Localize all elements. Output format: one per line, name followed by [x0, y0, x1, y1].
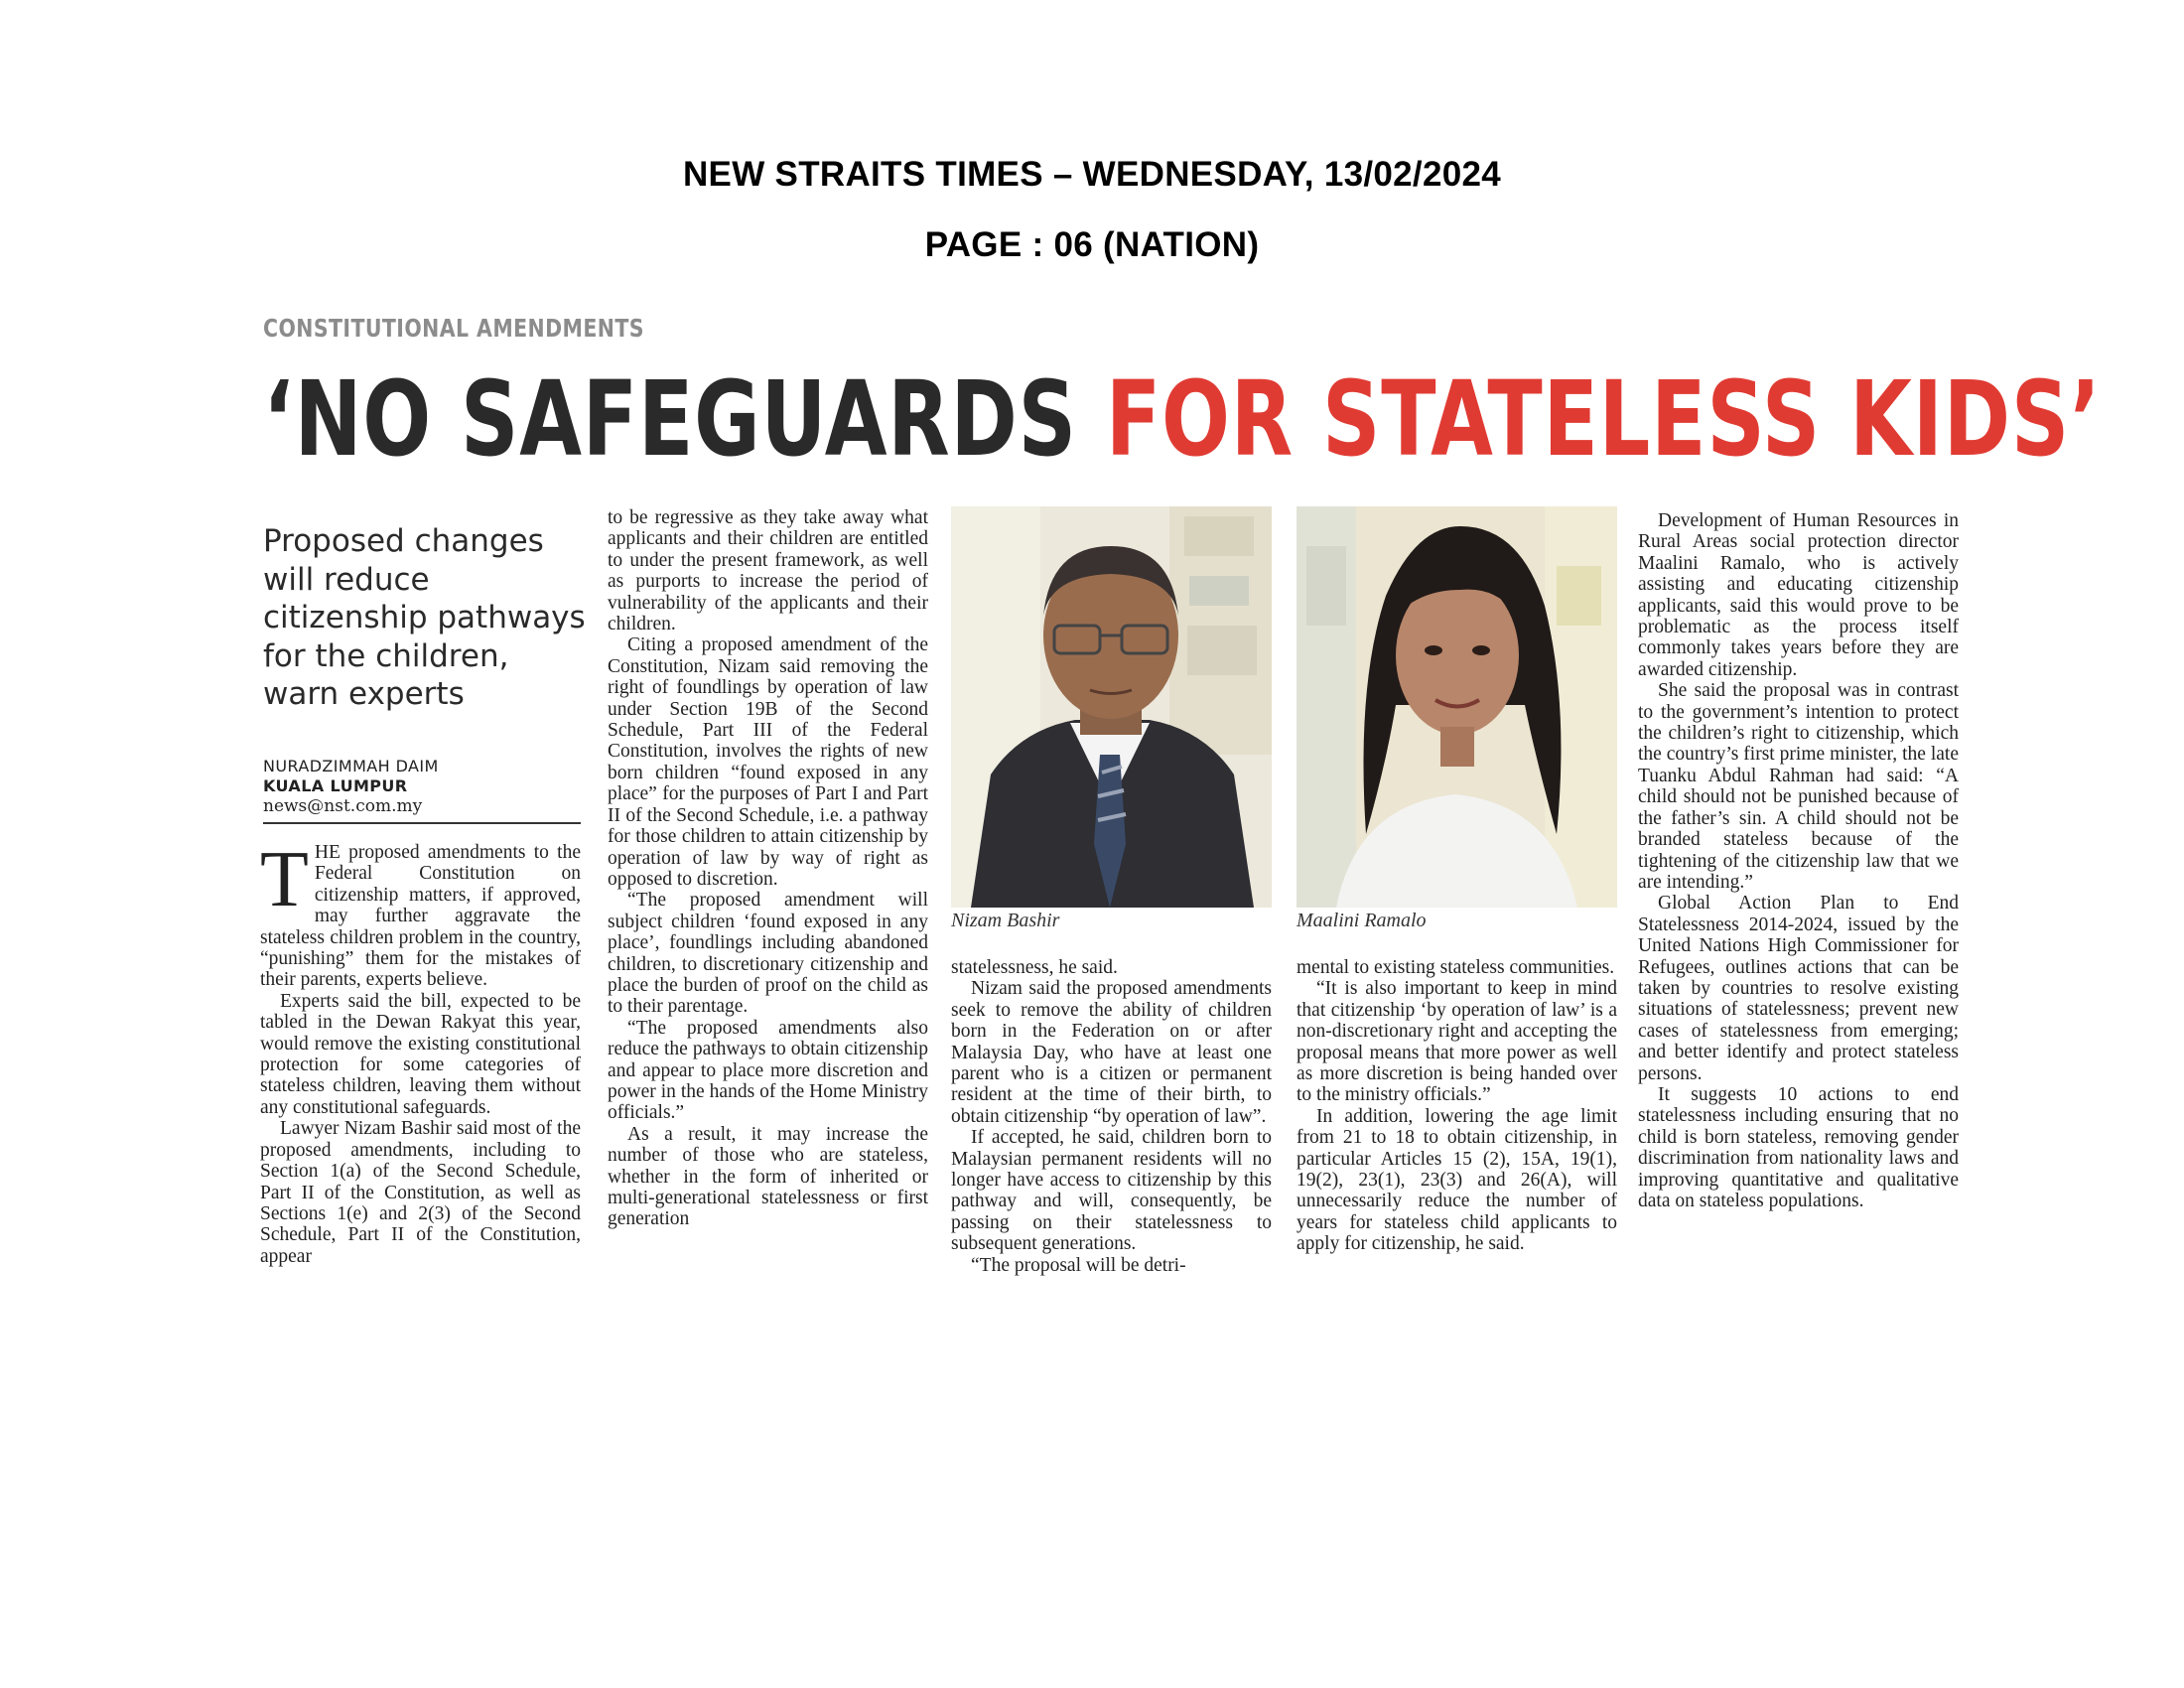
- photo-caption: Maalini Ramalo: [1297, 910, 1427, 931]
- byline: [263, 757, 581, 816]
- drop-cap: T: [260, 836, 309, 923]
- body-paragraph: to be regressive as they take away what applicants and their children are entitled to under the present framework, as well as purports to increase the period of vulnerability of the applicants and their children.: [608, 507, 928, 635]
- headline-red-part: FOR STATELESS KIDS’: [1105, 358, 2102, 480]
- section-kicker: CONSTITUTIONAL AMENDMENTS: [263, 314, 644, 343]
- body-paragraph-text: HE proposed amendments to the Federal Constitution on citizenship matters, if approved, may further aggravate the stateless children problem in the country, “punishing” them for the mistakes of their parents, experts believe.: [260, 842, 581, 991]
- portrait-man-photo: [951, 506, 1272, 908]
- body-column-2: [608, 507, 928, 1230]
- clipping-header-page: PAGE : 06 (NATION): [924, 225, 1260, 264]
- byline-email: news@nst.com.my: [263, 796, 423, 816]
- body-paragraph: Development of Human Resources in Rural Areas social protection director Maalini Ramalo, who is actively assisting and educating citizenship applicants, said this would prove to be problematic as the process itself commonly takes years before they are awarded citizenship.: [1638, 510, 1959, 680]
- portrait-woman-illustration: [1297, 506, 1617, 908]
- clipping-header-title: NEW STRAITS TIMES – WEDNESDAY, 13/02/2024: [682, 155, 1502, 194]
- body-paragraph: “The proposed amendment will subject children ‘found exposed in any place’, foundlings including abandoned children, to discretionary citizenship and place the burden of proof on the child as to their parentage.: [608, 890, 928, 1018]
- body-paragraph: Global Action Plan to End Statelessness 2014-2024, issued by the United Nations High Commissioner for Refugees, outlines actions that can be taken by countries to resolve existing situations of statelessness; prevent new cases of statelessness from emerging; and better identify and protect stateless persons.: [1638, 893, 1959, 1084]
- body-paragraph: statelessness, he said.: [951, 957, 1118, 978]
- body-paragraph: Citing a proposed amendment of the Constitution, Nizam said removing the right of foundlings by operation of law under Section 19B of the Second Schedule, Part III of the Federal Constitution, involves the rights of new born children “found exposed in any place” for the purposes of Part I and Part II of the Second Schedule, i.e. a pathway for those children to attain citizenship by operation of law by way of right as opposed to discretion.: [608, 634, 928, 890]
- body-paragraph: “The proposed amendments also reduce the pathways to obtain citizenship and appear to place more discretion and power in the hands of the Home Ministry officials.”: [608, 1017, 928, 1124]
- body-paragraph: If accepted, he said, children born to Malaysian permanent residents will no longer have access to citizenship by this pathway and will, consequently, be passing on their statelessness to subsequent generations.: [951, 1127, 1272, 1255]
- body-column-5: [1638, 510, 1959, 1211]
- portrait-woman-photo: [1297, 506, 1617, 908]
- byline-divider: [263, 822, 581, 824]
- byline-place: KUALA LUMPUR: [263, 776, 408, 795]
- body-paragraph: Nizam said the proposed amendments seek to remove the ability of children born in the Federation on or after Malaysia Day, who have at least one parent who is a citizen or permanent resident at the time of their birth, to obtain citizenship “by operation of law”.: [951, 978, 1272, 1127]
- portrait-man-illustration: [951, 506, 1272, 908]
- body-paragraph: As a result, it may increase the number of those who are stateless, whether in the form of inherited or multi-generational statelessness or first generation: [608, 1123, 928, 1230]
- headline: [263, 358, 2102, 480]
- photo-caption: Nizam Bashir: [951, 910, 1060, 931]
- body-paragraph: [260, 836, 581, 991]
- body-paragraph: Experts said the bill, expected to be tabled in the Dewan Rakyat this year, would remove the existing constitutional protection for some categories of stateless children, leaving them without any constitutional safeguards.: [260, 990, 581, 1118]
- body-paragraph: Lawyer Nizam Bashir said most of the proposed amendments, including to Section 1(a) of the Second Schedule, Part II of the Constitution, as well as Sections 1(e) and 2(3) of the Second Schedule, Part II of the Constitution, appear: [260, 1118, 581, 1267]
- body-paragraph: “The proposal will be detri-: [971, 1254, 1186, 1276]
- body-column-1: [260, 836, 581, 1267]
- standfirst: Proposed changes will reduce citizenship pathways for the children, warn experts: [263, 523, 586, 712]
- body-paragraph: It suggests 10 actions to end statelessness including ensuring that no child is born stateless, removing gender discrimination from nationality laws and improving quantitative and qualitative data on stateless populations.: [1638, 1083, 1959, 1211]
- body-column-4: [1297, 957, 1617, 1255]
- body-paragraph: In addition, lowering the age limit from 21 to 18 to obtain citizenship, in particular Articles 15 (2), 15A, 19(1), 19(2), 23(1), 23(3) and 26(A), will unnecessarily reduce the number of years for stateless child applicants to apply for citizenship, he said.: [1297, 1105, 1617, 1255]
- body-paragraph: mental to existing stateless communities.: [1297, 957, 1615, 978]
- body-paragraph: “It is also important to keep in mind that citizenship ‘by operation of law’ is a non-discretionary right and accepting the proposal means that more power as well as more discretion is being handed over to the ministry officials.”: [1297, 978, 1617, 1106]
- byline-author: NURADZIMMAH DAIM: [263, 757, 439, 775]
- body-column-3: [951, 957, 1272, 1276]
- body-paragraph: She said the proposal was in contrast to the government’s intention to protect the children’s right to citizenship, which the country’s first prime minister, the late Tuanku Abdul Rahman had said: “A child should not be punished because of the father’s sin. A child should not be branded stateless because of the tightening of the citizenship law that we are intending.”: [1638, 680, 1959, 893]
- headline-dark-part: ‘NO SAFEGUARDS: [263, 358, 1077, 480]
